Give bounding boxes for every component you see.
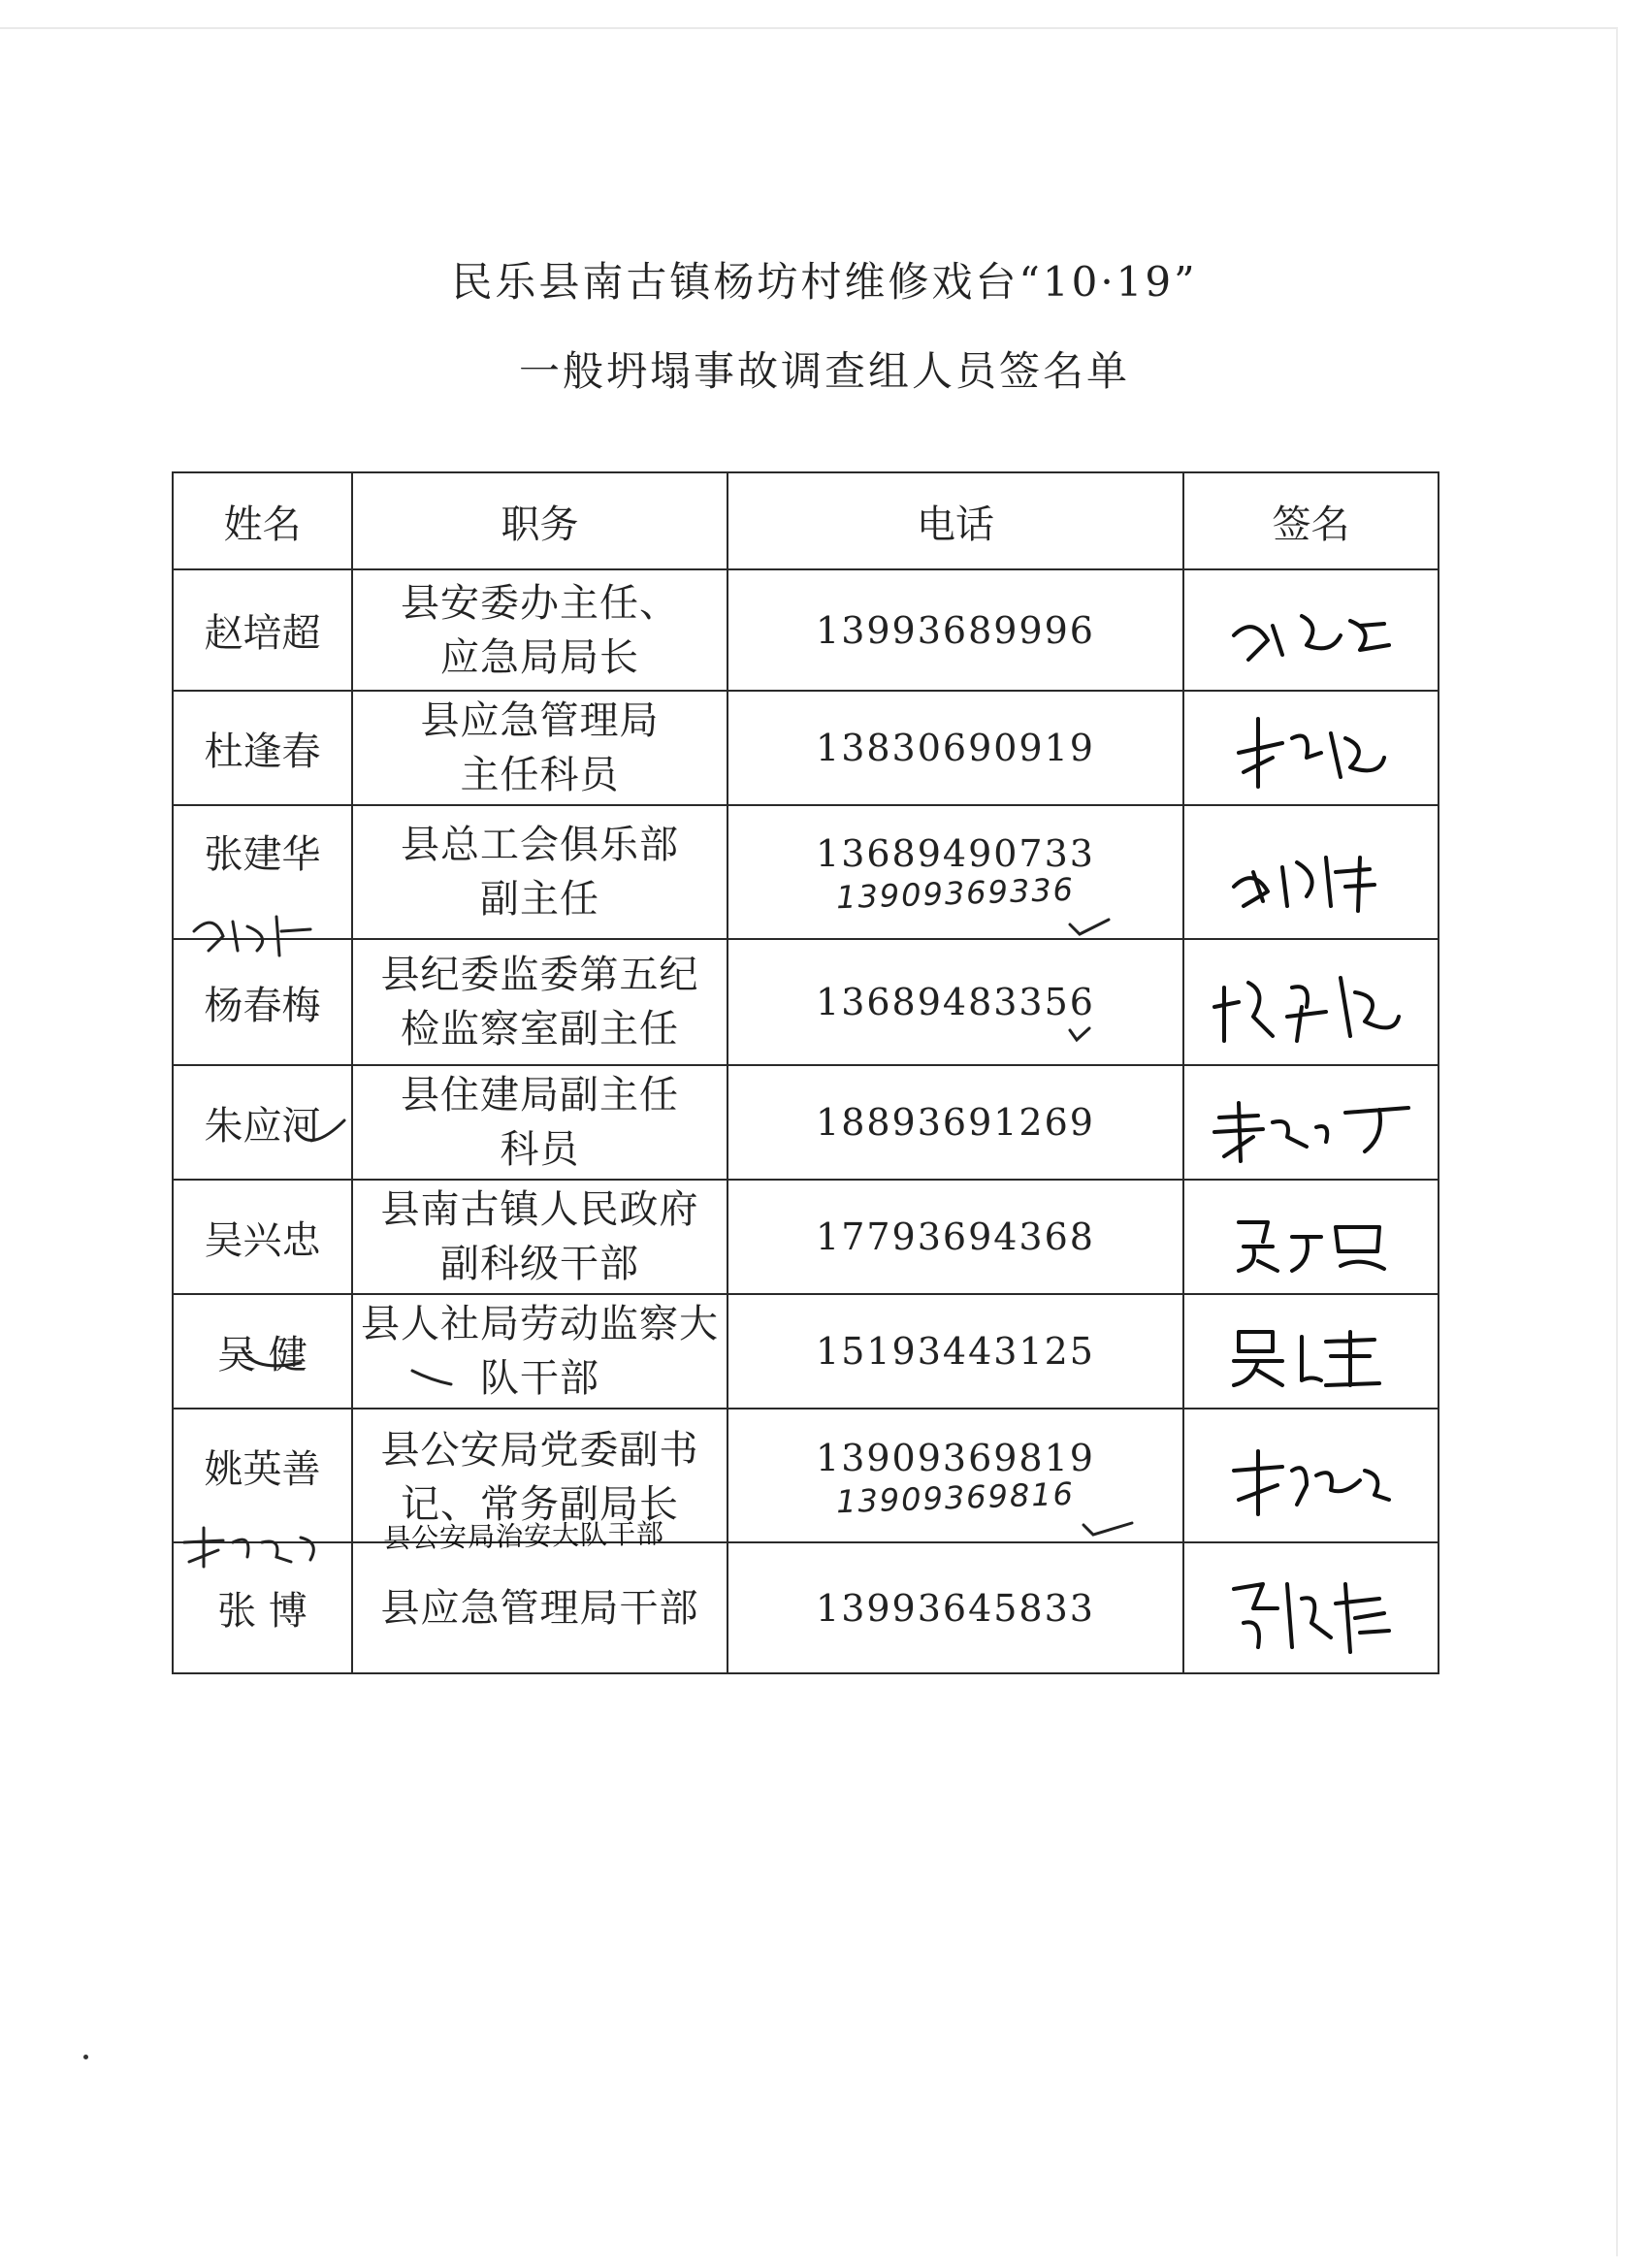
handwritten-signature [1214, 699, 1408, 796]
person-role [352, 691, 728, 805]
table-header-row [173, 472, 1439, 569]
role-line: 县总工会俱乐部 [401, 823, 679, 867]
signature-cell [1183, 1065, 1439, 1180]
table-row [173, 1180, 1439, 1294]
document-title-line2: 一般坍塌事故调查组人员签名单 [518, 347, 1130, 395]
person-role [352, 1065, 728, 1180]
stray-dot [83, 2055, 88, 2059]
person-phone: 18893691269 [728, 1065, 1183, 1180]
person-name: 吴兴忠 [173, 1180, 352, 1294]
stray-pen-mark [407, 1363, 456, 1392]
person-role [352, 1542, 728, 1673]
role-line: 县安委办主任、 [401, 580, 679, 626]
person-name: 杨春梅 [173, 939, 352, 1065]
person-name-text: 姚英善 [204, 1447, 321, 1492]
role-line: 副科级干部 [440, 1242, 639, 1286]
phone-handwritten: 13909369816 [835, 1474, 1076, 1521]
person-role [352, 1180, 728, 1294]
signature-cell [1183, 691, 1439, 805]
handwritten-signature [1214, 828, 1408, 916]
person-phone [728, 805, 1183, 939]
person-phone: 13830690919 [728, 691, 1183, 805]
check-mark-icon [291, 1116, 349, 1159]
role-line: 县公安局党委副书 [380, 1428, 699, 1473]
role-line: 县南古镇人民政府 [380, 1187, 699, 1232]
person-name: 杜逢春 [173, 691, 352, 805]
signature-cell [1183, 939, 1439, 1065]
person-name-text: 张建华 [204, 832, 321, 877]
header-signature: 签名 [1183, 472, 1439, 569]
table-row [173, 1542, 1439, 1673]
table-row [173, 691, 1439, 805]
signature-cell [1183, 1409, 1439, 1542]
table-row [173, 805, 1439, 939]
role-line: 县应急管理局 [420, 698, 660, 743]
handwritten-signature [1214, 1193, 1408, 1280]
person-name: 赵培超 [173, 569, 352, 691]
signature-table [172, 471, 1439, 1674]
person-role [352, 569, 728, 691]
handwritten-signature [1200, 1079, 1423, 1166]
person-name: 朱应河 [173, 1065, 352, 1180]
check-mark-icon [1065, 910, 1114, 939]
handwritten-signature [1214, 1432, 1408, 1519]
person-name: 吴 健 [173, 1294, 352, 1409]
person-role [352, 939, 728, 1065]
handwritten-note: 县公安局治安大队干部 [382, 1517, 665, 1555]
phone-handwritten: 13909369336 [835, 870, 1076, 917]
phone-printed: 13689490733 [816, 832, 1095, 875]
header-name: 姓名 [173, 472, 352, 569]
person-phone: 17793694368 [728, 1180, 1183, 1294]
check-mark-icon [1079, 1513, 1137, 1542]
person-name: 张 博 [173, 1542, 352, 1673]
signature-cell [1183, 569, 1439, 691]
table-row [173, 1065, 1439, 1180]
table-row [173, 569, 1439, 691]
role-line: 应急局局长 [440, 634, 639, 680]
person-phone: 15193443125 [728, 1294, 1183, 1409]
handwritten-signature [1205, 949, 1418, 1055]
role-line: 记、常务副局长 [401, 1482, 679, 1527]
person-role [352, 805, 728, 939]
person-phone: 13993645833 [728, 1542, 1183, 1673]
table-row [173, 1294, 1439, 1409]
signature-cell [1183, 1294, 1439, 1409]
header-phone: 电话 [728, 472, 1183, 569]
role-line: 队干部 [480, 1356, 599, 1401]
person-phone: 13689483356 [728, 939, 1183, 1065]
table-row [173, 939, 1439, 1065]
document-title-line1: 民乐县南古镇杨坊村维修戏台“10·19” [451, 258, 1198, 306]
role-line: 县人社局劳动监察大 [361, 1302, 719, 1346]
handwritten-signature [1214, 587, 1408, 674]
signature-cell [1183, 1542, 1439, 1673]
signature-cell [1183, 805, 1439, 939]
handwritten-signature [1214, 1308, 1408, 1395]
header-role: 职务 [352, 472, 728, 569]
check-mark-icon [238, 1339, 306, 1377]
role-line: 县住建局副主任 [401, 1073, 679, 1118]
phone-printed: 13909369819 [816, 1437, 1095, 1479]
handwritten-signature [1214, 1555, 1408, 1662]
role-line: 检监察室副主任 [401, 1007, 679, 1052]
signature-cell [1183, 1180, 1439, 1294]
role-line: 副主任 [480, 877, 599, 922]
person-phone: 13993689996 [728, 569, 1183, 691]
role-line: 主任科员 [460, 753, 620, 797]
table-row [173, 1409, 1439, 1542]
role-line: 县应急管理局干部 [380, 1585, 699, 1631]
role-line: 县纪委监委第五纪 [380, 953, 699, 997]
role-line: 科员 [500, 1127, 580, 1172]
handwritten-scribble-name-2 [175, 1523, 330, 1571]
handwritten-scribble-name [184, 902, 320, 960]
check-mark-icon [1065, 1021, 1094, 1050]
